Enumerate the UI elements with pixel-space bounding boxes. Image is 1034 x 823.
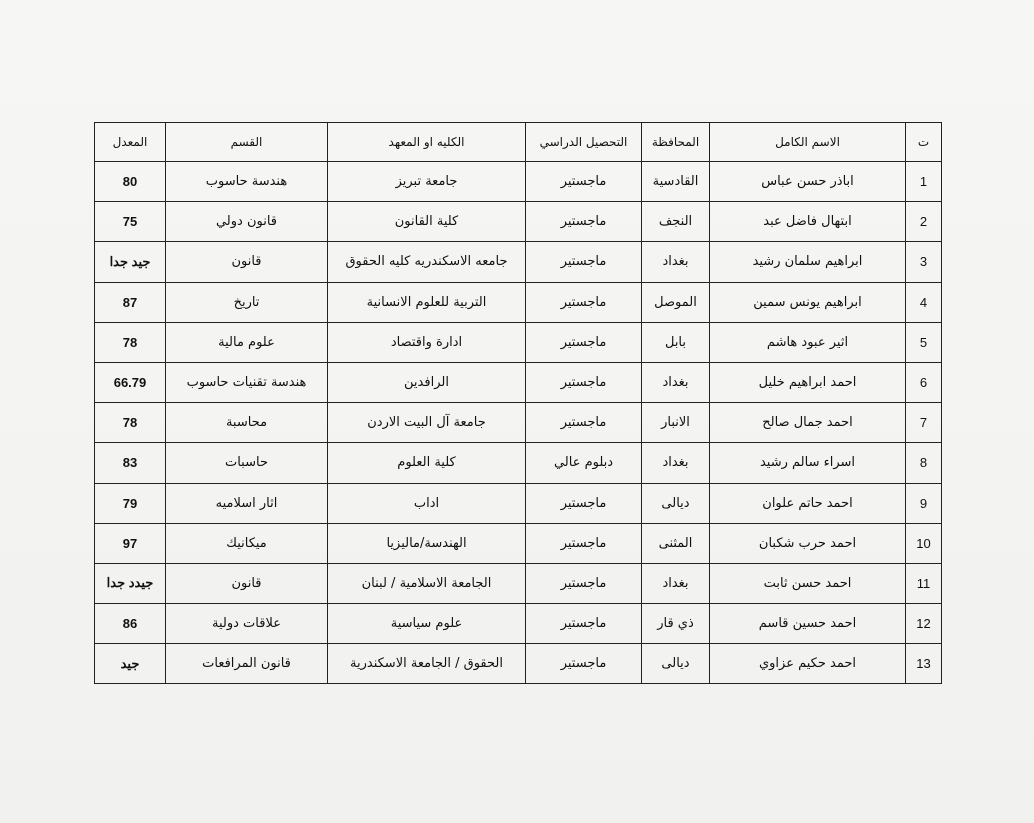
department-cell: محاسبة [166,403,328,443]
name-cell: ابراهيم يونس سمين [710,282,906,322]
governorate-cell: ديالى [642,483,710,523]
department-cell: علوم مالية [166,322,328,362]
table-row [95,282,942,322]
governorate-cell: ديالى [642,644,710,684]
department-cell: علاقات دولية [166,604,328,644]
college-cell: اداب [328,483,526,523]
college-cell: التربية للعلوم الانسانية [328,282,526,322]
department-cell: قانون [166,242,328,282]
department-cell: هندسة تقنيات حاسوب [166,362,328,402]
college-cell: الحقوق / الجامعة الاسكندرية [328,644,526,684]
num-cell: 4 [906,282,942,322]
name-cell: احمد حرب شكبان [710,523,906,563]
department-cell: ميكانيك [166,523,328,563]
education-cell: ماجستير [526,162,642,202]
header-department: القسم [166,123,328,162]
candidates-table [94,122,942,684]
college-cell: علوم سياسية [328,604,526,644]
table-row [95,322,942,362]
education-cell: ماجستير [526,523,642,563]
num-cell: 2 [906,202,942,242]
name-cell: ابتهال فاضل عبد [710,202,906,242]
college-cell: جامعة آل البيت الاردن [328,403,526,443]
college-cell: كلية القانون [328,202,526,242]
governorate-cell: بغداد [642,443,710,483]
num-cell: 10 [906,523,942,563]
num-cell: 1 [906,162,942,202]
table-row [95,242,942,282]
governorate-cell: بغداد [642,563,710,603]
average-cell: 78 [95,403,166,443]
college-cell: الجامعة الاسلامية / لبنان [328,563,526,603]
name-cell: احمد حسين قاسم [710,604,906,644]
name-cell: احمد حسن ثابت [710,563,906,603]
education-cell: ماجستير [526,242,642,282]
governorate-cell: القادسية [642,162,710,202]
table-row [95,644,942,684]
college-cell: جامعه الاسكندريه كليه الحقوق [328,242,526,282]
header-education: التحصيل الدراسي [526,123,642,162]
average-cell: 87 [95,282,166,322]
num-cell: 13 [906,644,942,684]
num-cell: 8 [906,443,942,483]
table-row [95,443,942,483]
governorate-cell: الانبار [642,403,710,443]
college-cell: كلية العلوم [328,443,526,483]
table-row [95,403,942,443]
college-cell: ادارة واقتصاد [328,322,526,362]
average-cell: 97 [95,523,166,563]
name-cell: احمد جمال صالح [710,403,906,443]
college-cell: جامعة تبريز [328,162,526,202]
college-cell: الهندسة/ماليزيا [328,523,526,563]
department-cell: قانون دولي [166,202,328,242]
header-num: ت [906,123,942,162]
governorate-cell: الموصل [642,282,710,322]
header-name: الاسم الكامل [710,123,906,162]
education-cell: ماجستير [526,322,642,362]
table-row [95,563,942,603]
average-cell: 66.79 [95,362,166,402]
average-cell: 78 [95,322,166,362]
num-cell: 11 [906,563,942,603]
governorate-cell: ذي قار [642,604,710,644]
table-row [95,202,942,242]
governorate-cell: بغداد [642,362,710,402]
num-cell: 7 [906,403,942,443]
governorate-cell: بغداد [642,242,710,282]
table-row [95,523,942,563]
table-row [95,483,942,523]
governorate-cell: المثنى [642,523,710,563]
department-cell: تاريخ [166,282,328,322]
education-cell: دبلوم عالي [526,443,642,483]
education-cell: ماجستير [526,202,642,242]
governorate-cell: النجف [642,202,710,242]
average-cell: 86 [95,604,166,644]
table-row [95,362,942,402]
average-cell: جيد جدا [95,242,166,282]
average-cell: 83 [95,443,166,483]
num-cell: 6 [906,362,942,402]
name-cell: اباذر حسن عباس [710,162,906,202]
average-cell: جيد [95,644,166,684]
name-cell: احمد حاتم علوان [710,483,906,523]
num-cell: 5 [906,322,942,362]
name-cell: احمد ابراهيم خليل [710,362,906,402]
header-college: الكليه او المعهد [328,123,526,162]
name-cell: ابراهيم سلمان رشيد [710,242,906,282]
education-cell: ماجستير [526,403,642,443]
education-cell: ماجستير [526,563,642,603]
average-cell: 75 [95,202,166,242]
education-cell: ماجستير [526,604,642,644]
education-cell: ماجستير [526,362,642,402]
department-cell: هندسة حاسوب [166,162,328,202]
education-cell: ماجستير [526,483,642,523]
num-cell: 9 [906,483,942,523]
average-cell: 80 [95,162,166,202]
num-cell: 12 [906,604,942,644]
department-cell: اثار اسلاميه [166,483,328,523]
table-row [95,604,942,644]
governorate-cell: بابل [642,322,710,362]
header-governorate: المحافظة [642,123,710,162]
name-cell: اثير عبود هاشم [710,322,906,362]
education-cell: ماجستير [526,282,642,322]
average-cell: 79 [95,483,166,523]
department-cell: قانون [166,563,328,603]
table-header-row [95,123,942,162]
college-cell: الرافدين [328,362,526,402]
table-row [95,162,942,202]
average-cell: جيدد جدا [95,563,166,603]
name-cell: احمد حكيم عزاوي [710,644,906,684]
department-cell: قانون المرافعات [166,644,328,684]
department-cell: حاسبات [166,443,328,483]
name-cell: اسراء سالم رشيد [710,443,906,483]
education-cell: ماجستير [526,644,642,684]
num-cell: 3 [906,242,942,282]
header-average: المعدل [95,123,166,162]
